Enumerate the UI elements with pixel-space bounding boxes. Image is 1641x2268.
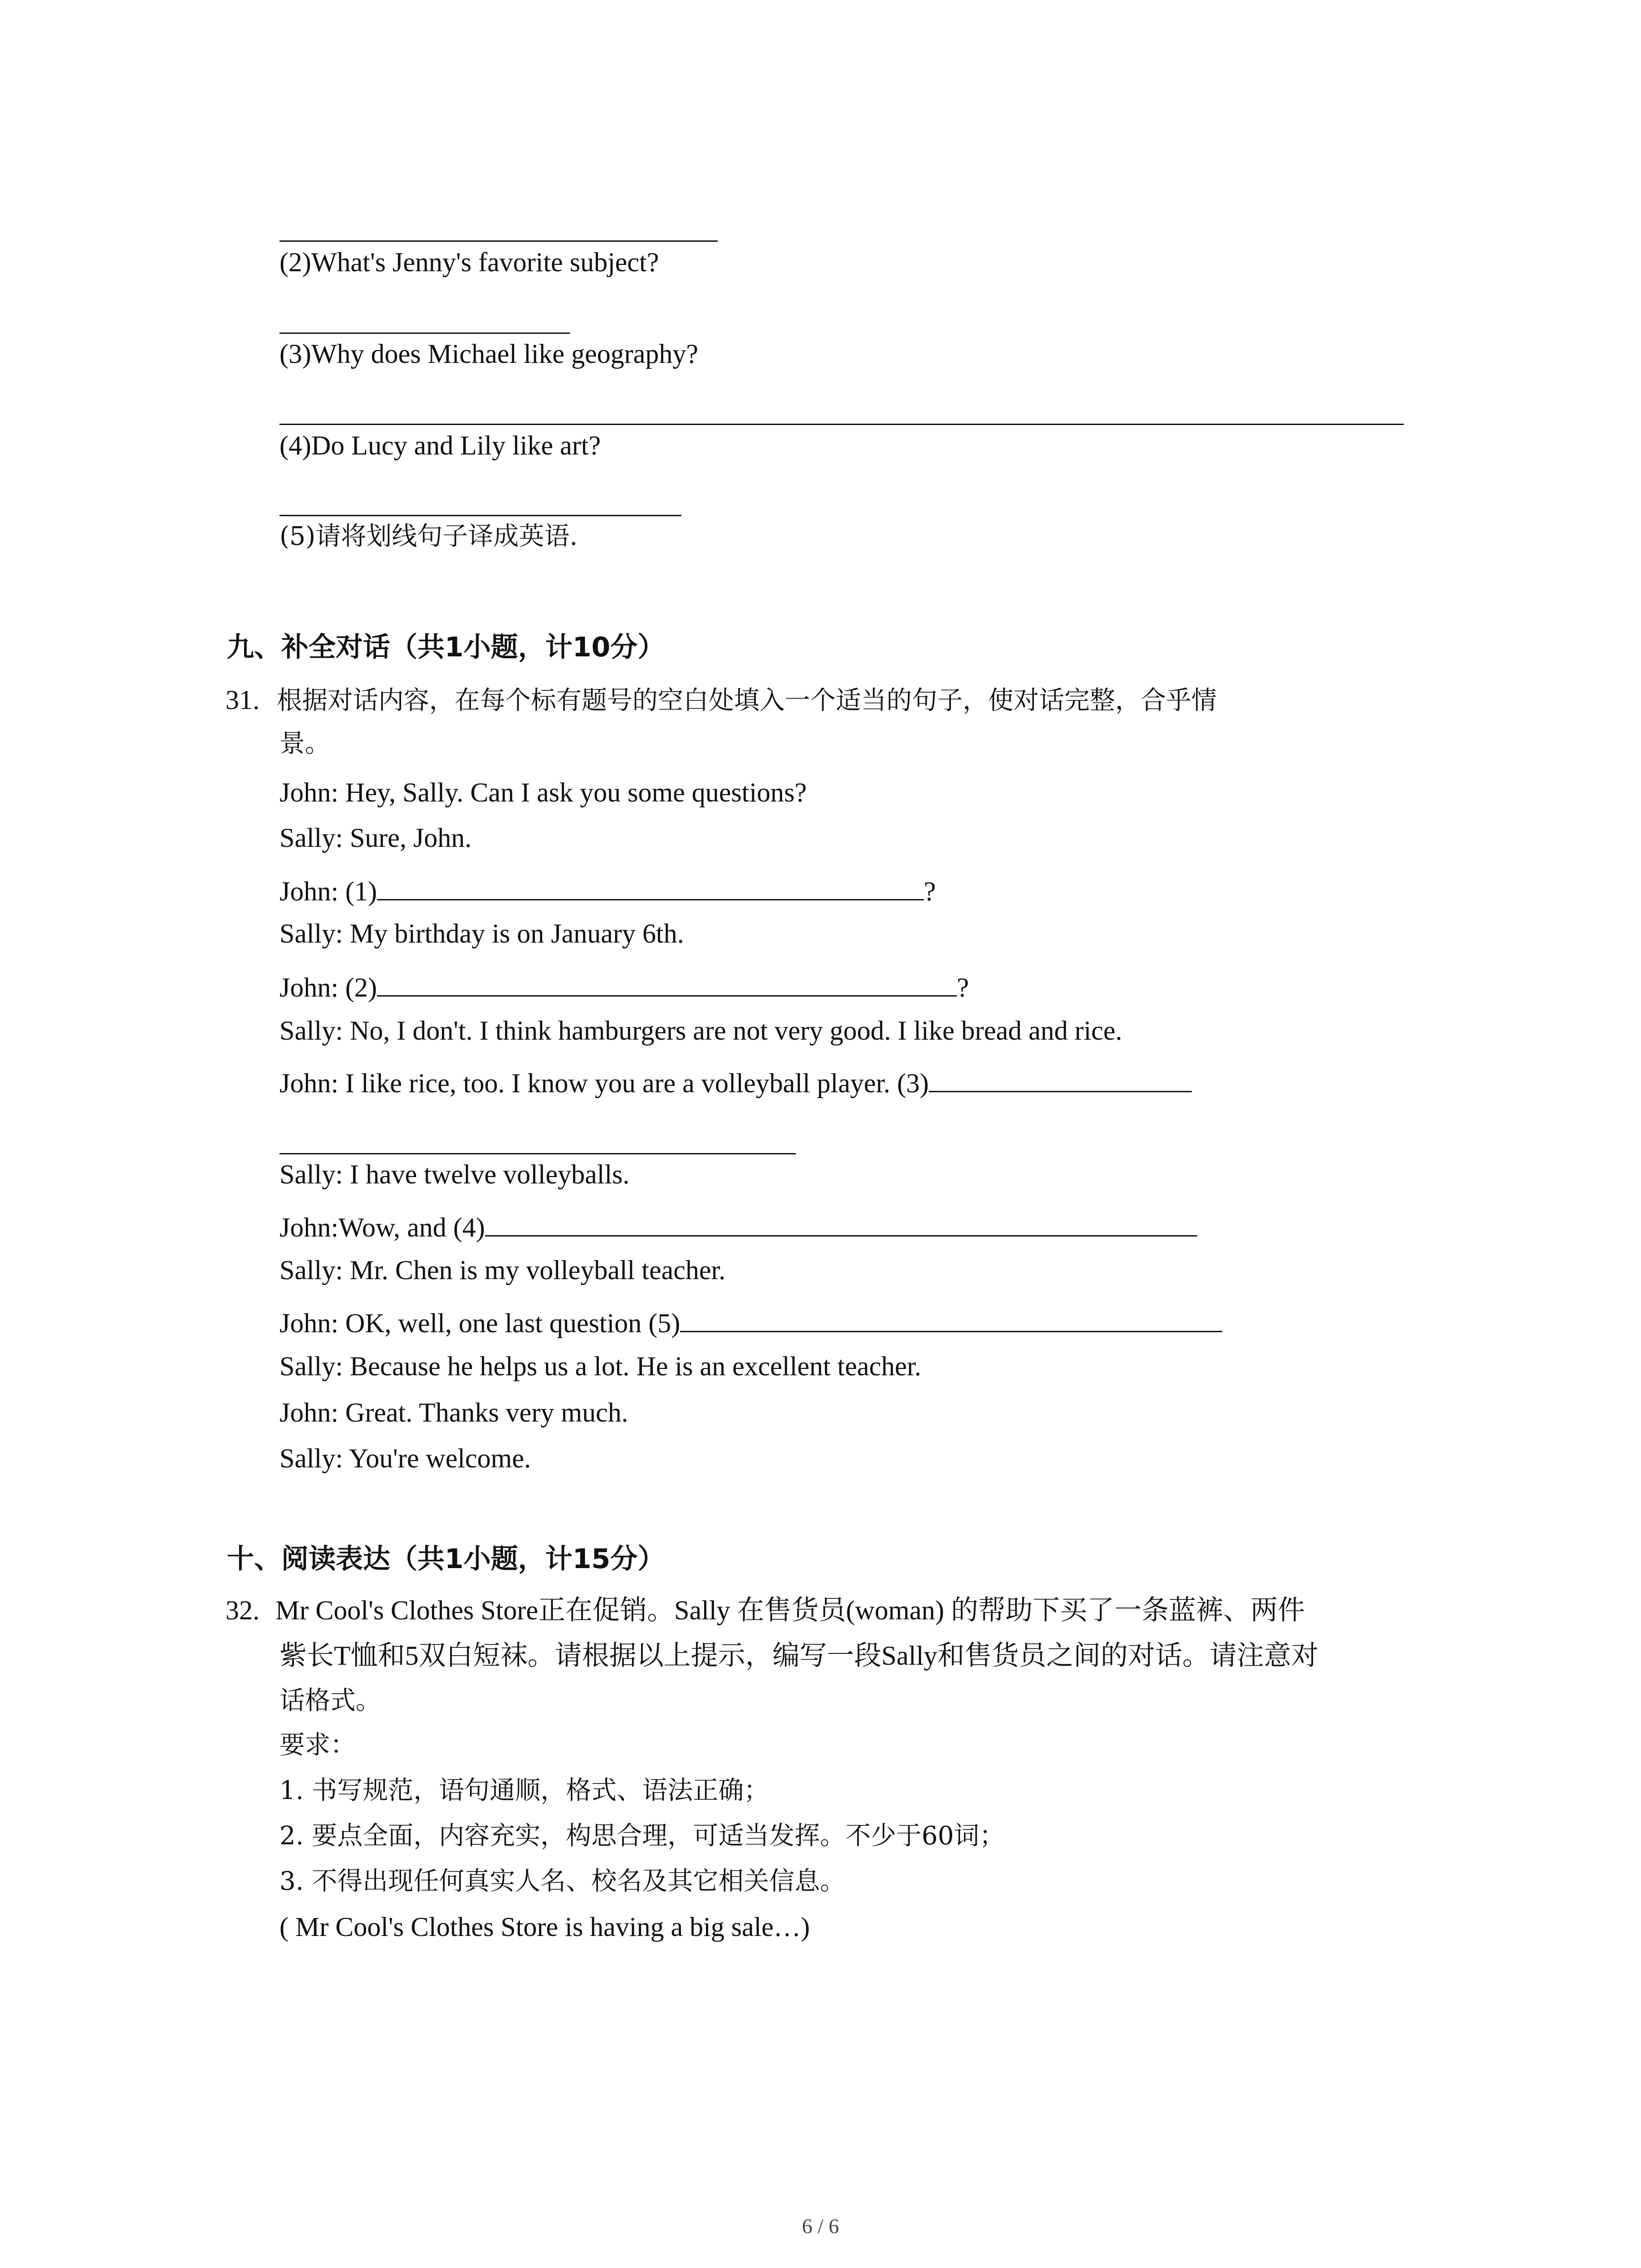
instruction-continuation: 景。 bbox=[279, 729, 330, 758]
dialog-line-1: John: Hey, Sally. Can I ask you some questions? bbox=[279, 777, 807, 807]
dialog-line-5-prefix: John: (2) bbox=[279, 973, 377, 1002]
dialog-line-7 bbox=[279, 1062, 1192, 1101]
answer-line-1[interactable] bbox=[279, 240, 718, 242]
dialog-line-6: Sally: No, I don't. I think hamburgers are not very good. I like bread and rice. bbox=[279, 1016, 1122, 1046]
question-number: 31. bbox=[225, 685, 260, 715]
dialog-line-2: Sally: Sure, John. bbox=[279, 823, 472, 853]
answer-line-2[interactable] bbox=[279, 332, 570, 334]
question-3: (3)Why does Michael like geography? bbox=[279, 339, 698, 369]
instruction-text: 根据对话内容，在每个标有题号的空白处填入一个适当的句子，使对话完整，合乎情 bbox=[276, 686, 1217, 715]
dialog-line-9-text: John:Wow, and (4) bbox=[279, 1212, 485, 1242]
question-32 bbox=[225, 1592, 1305, 1628]
requirement-3: 3. 不得出现任何真实人名、校名及其它相关信息。 bbox=[279, 1867, 846, 1896]
blank-5[interactable] bbox=[680, 1302, 1222, 1332]
dialog-line-9 bbox=[279, 1206, 1197, 1246]
page-number: 6 / 6 bbox=[802, 2214, 839, 2238]
prompt-line-2: 紫长T恤和5双白短袜。请根据以上提示，编写一段Sally和售货员之间的对话。请注意对 bbox=[279, 1641, 1318, 1671]
blank-3[interactable] bbox=[929, 1062, 1192, 1092]
dialog-line-5 bbox=[279, 966, 969, 1006]
writing-starter: ( Mr Cool's Clothes Store is having a big sale…) bbox=[279, 1912, 810, 1942]
dialog-line-7-text: John: I like rice, too. I know you are a volleyball player. (3) bbox=[279, 1068, 929, 1098]
dialog-line-4: Sally: My birthday is on January 6th. bbox=[279, 919, 684, 948]
prompt-line-3: 话格式。 bbox=[279, 1686, 381, 1716]
prompt-line-1: Mr Cool's Clothes Store正在促销。Sally 在售货员(woman) 的帮助下买了一条蓝裤、两件 bbox=[275, 1595, 1305, 1625]
question-4: (4)Do Lucy and Lily like art? bbox=[279, 430, 601, 460]
answer-line-4[interactable] bbox=[279, 515, 681, 516]
dialog-line-10: Sally: Mr. Chen is my volleyball teacher. bbox=[279, 1255, 726, 1285]
blank-1[interactable] bbox=[377, 870, 924, 900]
requirement-2: 2. 要点全面，内容充实，构思合理，可适当发挥。不少于60词； bbox=[279, 1821, 1005, 1851]
dialog-line-11 bbox=[279, 1302, 1222, 1341]
requirement-1: 1. 书写规范，语句通顺，格式、语法正确； bbox=[279, 1776, 769, 1805]
dialog-line-8: Sally: I have twelve volleyballs. bbox=[279, 1159, 630, 1189]
blank-4[interactable] bbox=[485, 1206, 1197, 1237]
dialog-line-5-suffix: ? bbox=[956, 973, 969, 1002]
section-10-heading: 十、阅读表达（共1小题，计15分） bbox=[227, 1543, 665, 1575]
dialog-line-14: Sally: You're welcome. bbox=[279, 1443, 531, 1473]
dialog-line-12: Sally: Because he helps us a lot. He is an excellent teacher. bbox=[279, 1351, 921, 1381]
dialog-line-3-suffix: ? bbox=[923, 876, 936, 906]
section-9-heading: 九、补全对话（共1小题，计10分） bbox=[227, 631, 665, 663]
question-number: 32. bbox=[225, 1595, 260, 1625]
blank-3-continuation[interactable] bbox=[279, 1153, 796, 1154]
question-31 bbox=[225, 682, 1217, 719]
dialog-line-11-text: John: OK, well, one last question (5) bbox=[279, 1308, 681, 1338]
requirements-title: 要求： bbox=[279, 1730, 356, 1760]
dialog-line-3 bbox=[279, 870, 936, 909]
dialog-line-13: John: Great. Thanks very much. bbox=[279, 1398, 628, 1427]
answer-line-3[interactable] bbox=[279, 424, 1404, 425]
question-5: (5)请将划线句子译成英语. bbox=[279, 522, 578, 551]
question-2: (2)What's Jenny's favorite subject? bbox=[279, 247, 659, 277]
blank-2[interactable] bbox=[377, 966, 957, 997]
dialog-line-3-prefix: John: (1) bbox=[279, 876, 377, 906]
